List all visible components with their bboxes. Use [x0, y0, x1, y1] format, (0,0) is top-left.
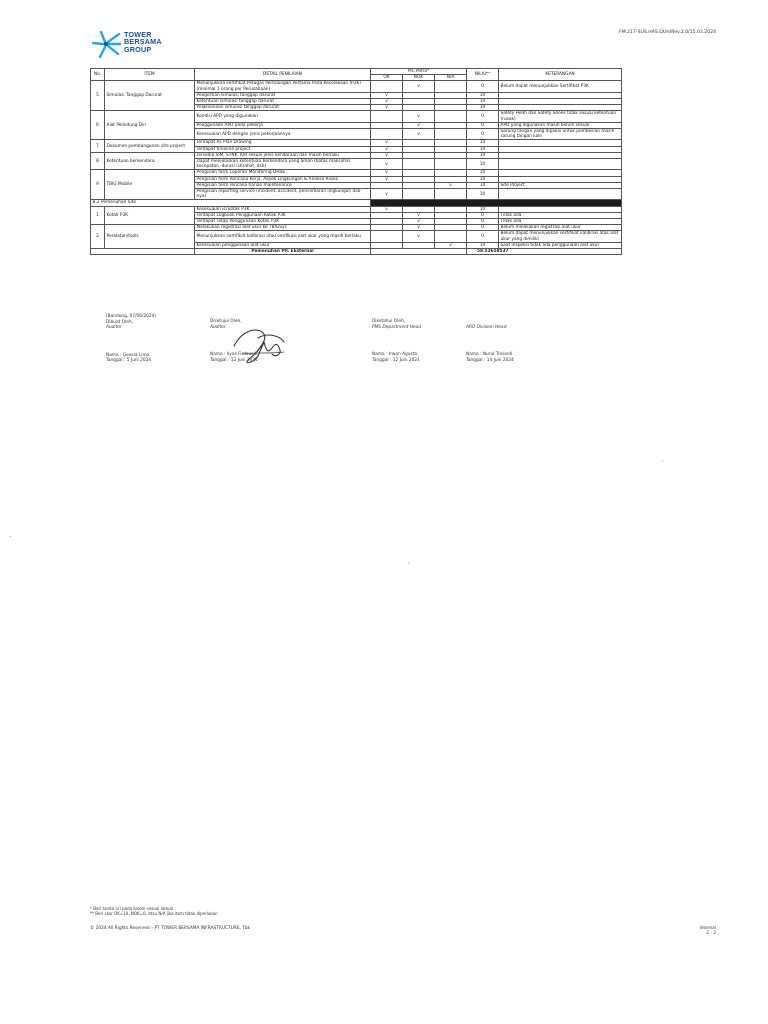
row-nok: v: [403, 81, 435, 92]
row-detail: Pelaksanaan simulasi tanggap darurat: [195, 105, 371, 111]
row-nilai: 10: [467, 146, 499, 152]
row-ok: [371, 129, 403, 140]
row-nilai: 10: [467, 159, 499, 170]
row-keterangan: Tidak ada: [499, 212, 622, 218]
signature-auditor-name: Nama : Geesia Lima: [106, 352, 150, 358]
row-ok: [371, 231, 403, 242]
row-keterangan: Safety Helm dan Safety Shoes tidak sesuai ketentuan (rusak): [499, 111, 622, 122]
signature-mitra-label: Disetujui Oleh,: [210, 319, 242, 324]
signature-aro-date: Tanggal : 14 Juni 2024: [466, 357, 514, 363]
table-row: [91, 81, 622, 92]
signature-mitra-name: Nama : Ilyas Firdaus L.: [210, 352, 259, 358]
row-nok: v: [403, 219, 435, 225]
table-row: [91, 111, 622, 122]
row-detail: Kondisi APD yang digunakan: [195, 111, 371, 122]
row-number: 5: [91, 81, 105, 111]
row-detail: Kesesuaian isi kotak P3K: [195, 206, 371, 212]
header-keterangan: KETERANGAN: [499, 69, 622, 81]
row-na: v: [435, 242, 467, 248]
row-nilai: 0: [467, 81, 499, 92]
row-keterangan: Sarung tangan yang dipakai untuk pembesian masih sarung tangan kain: [499, 129, 622, 140]
row-nilai: 10: [467, 176, 499, 182]
signature-place-date: (Bandung, 07/06/2024): [106, 314, 157, 319]
row-nok: [403, 189, 435, 200]
table-header: [91, 69, 622, 81]
assessment-table: [90, 68, 622, 255]
row-nilai: 10: [467, 152, 499, 158]
signature-mitra-date: Tanggal : 12 Juni 2024: [210, 357, 258, 363]
header-item: ITEM: [105, 69, 195, 81]
row-keterangan: [499, 159, 622, 170]
footnote-2: ** Beri skor OK=10, NOK=0, atau N/A jika item tidak diperlukan: [90, 911, 218, 916]
row-ok: v: [371, 206, 403, 212]
row-nilai: 10: [467, 182, 499, 188]
row-nilai: 0: [467, 212, 499, 218]
row-keterangan: Belum dapat menunjukkan Sertifikat P3K: [499, 81, 622, 92]
header-no: No.: [91, 69, 105, 81]
row-nok: v: [403, 129, 435, 140]
handwritten-signature: [228, 324, 288, 368]
signature-mitra-role: Auditor: [210, 324, 226, 330]
row-nilai: 0: [467, 231, 499, 242]
row-item: Peralatan/tools: [105, 225, 195, 249]
row-detail: Penggunaan APD pada pekerja: [195, 122, 371, 128]
row-detail: Tersedia SIM, STNK, KIR sesuai jenis kendaraan dan masih berlaku: [195, 152, 371, 158]
scan-speck: [662, 460, 663, 461]
row-detail: Pengisian reporting service (incident, accident, pencemaran lingkungan dsb-nya): [195, 189, 371, 200]
section-b2-label: B.2 Pemenuhan Site: [91, 200, 371, 206]
header-nok: NOK: [403, 75, 435, 81]
row-na: [435, 81, 467, 92]
logo-line-3: GROUP: [124, 44, 152, 54]
row-nilai: 10: [467, 92, 499, 98]
total-label: Pemenuhan PIC Eksternal: [195, 249, 371, 255]
row-keterangan: Belum melakukan registrasi alat ukur: [499, 225, 622, 231]
row-detail: Pengisian form Rencana Kerja, Aspek Lingkungan & Analisa Risiko: [195, 176, 371, 182]
logo-line-1: TOWER: [124, 30, 152, 39]
logo-line-2: BERSAMA: [124, 37, 162, 47]
row-ok: [371, 81, 403, 92]
row-nilai: 10: [467, 99, 499, 105]
row-detail: Pengisian form rencana harian maintenance: [195, 182, 371, 188]
row-item: TBIG Mobile: [105, 170, 195, 200]
row-detail: Pengisian form Laporan Monitoring OHSE: [195, 170, 371, 176]
row-ok: v: [371, 99, 403, 105]
row-number: 8: [91, 152, 105, 170]
row-nilai: 0: [467, 111, 499, 122]
row-na: [435, 159, 467, 170]
page-number: 2 - 2: [706, 931, 716, 936]
row-na: v: [435, 182, 467, 188]
row-nilai: 10: [467, 140, 499, 146]
row-item: Kotak P3K: [105, 206, 195, 225]
table-body-b2: [91, 206, 622, 248]
row-detail: Terdapat As Plan Drawing: [195, 140, 371, 146]
row-detail: Terdapat timeline project: [195, 146, 371, 152]
signature-auditor-date: Tanggal : 5 Juni 2024: [106, 358, 152, 364]
row-number: 1: [91, 206, 105, 225]
row-item: Simulasi Tanggap Darurat: [105, 81, 195, 111]
signature-pms-date: Tanggal : 12 Juni 2024: [372, 357, 420, 363]
row-nilai: 0: [467, 129, 499, 140]
row-detail: Terdapat Tatap Penggunaan Kotak P3K: [195, 219, 371, 225]
scan-speck: [10, 536, 11, 537]
signature-pms-role: PMS Department Head: [372, 324, 421, 330]
footnotes: [90, 906, 218, 916]
header-na: N/A: [435, 75, 467, 81]
page-footer-right: [699, 926, 716, 936]
row-keterangan: [499, 189, 622, 200]
row-detail: Terdapat Logbook Penggunaan Kotak P3K: [195, 212, 371, 218]
row-nilai: 10: [467, 189, 499, 200]
row-ok: v: [371, 105, 403, 111]
row-detail: Ketentuan simulasi tanggap darurat: [195, 99, 371, 105]
signature-pms-label: Diketahui Oleh,: [372, 319, 406, 324]
row-na: [435, 189, 467, 200]
row-item: Dokumen pembangunan site project: [105, 140, 195, 152]
total-spacer: [91, 249, 195, 255]
table-total: [91, 249, 622, 255]
row-na: [435, 231, 467, 242]
footnote-1: * Beri tanda (v) pada kolom sesuai aktual: [90, 906, 174, 911]
row-detail: Melakukan registrasi alat ukur ke TBIGSys: [195, 225, 371, 231]
row-number: 7: [91, 140, 105, 152]
header-nilai: NILAI**: [467, 69, 499, 81]
signature-aro-role: ARO Division Head: [466, 324, 507, 330]
header-ok: OK: [371, 75, 403, 81]
row-ok: v: [371, 146, 403, 152]
signature-auditor-label: Dibuat Oleh,: [106, 319, 133, 325]
row-keterangan: Saat inspeksi tidak ada penggunaan alat ukur: [499, 242, 622, 248]
row-detail: Menunjukkan sertifikat Petugas Pertolongan Pertama Pada Kecelakaan (P3K) (minimal 1 orang per Perusahaan): [195, 81, 371, 92]
signature-aro-name: Nama : Nurul Trisianti: [466, 352, 513, 358]
row-ok: v: [371, 170, 403, 176]
row-nok: v: [403, 212, 435, 218]
row-ok: v: [371, 140, 403, 146]
row-ok: v: [371, 189, 403, 200]
signature-aro: [466, 319, 514, 363]
total-value: 58.53658537: [467, 249, 622, 255]
signature-auditor: [106, 314, 156, 364]
scan-speck: [408, 563, 409, 564]
row-nilai: 0: [467, 225, 499, 231]
row-nilai: 0: [467, 219, 499, 225]
row-nok: [403, 159, 435, 170]
document-code: FM.217-SUS.HAS.QUH/Rev.2.0/15.03.2024: [619, 30, 716, 35]
company-logo: [92, 30, 202, 64]
row-detail: Dapat menjelaskan ketentuan berkendara yang aman (batas maksimal kecepatan, durasi istirahat, dsb): [195, 159, 371, 170]
signature-pms: [372, 319, 421, 363]
row-keterangan: APD yang digunakan masih belum sesuai: [499, 122, 622, 128]
row-number: 6: [91, 111, 105, 140]
row-ok: [371, 111, 403, 122]
row-nilai: 0: [467, 122, 499, 128]
row-keterangan: Tidak ada: [499, 219, 622, 225]
row-nok: v: [403, 111, 435, 122]
total-pic-spacer: [371, 249, 467, 255]
row-nilai: 10: [467, 206, 499, 212]
row-detail: Kesesuaian APD dengan jenis pekerjaannya: [195, 129, 371, 140]
row-ok: v: [371, 159, 403, 170]
signature-auditor-role: Auditor: [106, 325, 122, 331]
row-nilai: 10: [467, 170, 499, 176]
signature-pms-name: Nama : Irwan Agusta: [372, 352, 418, 358]
table-body-b1: [91, 81, 622, 200]
row-nilai: 10: [467, 105, 499, 111]
row-number: 9: [91, 170, 105, 200]
classification-label: Internal: [699, 926, 716, 931]
row-keterangan: Belum dapat menunjukkan sertifikat kalibrasi atas alat ukur yang dimiliki: [499, 231, 622, 242]
row-number: 2: [91, 225, 105, 249]
row-keterangan: Site Project: [499, 182, 622, 188]
row-detail: Kesesuaian penggunaan alat ukur: [195, 242, 371, 248]
row-nok: v: [403, 231, 435, 242]
header-pic: PIC Mitra*: [371, 69, 467, 75]
row-nok: v: [403, 122, 435, 128]
row-nok: v: [403, 225, 435, 231]
row-item: Alat Pelindung Diri: [105, 111, 195, 140]
row-detail: Menunjukkan sertifikat kalibrasi atau verifikasi alat ukur yang masih berlaku: [195, 231, 371, 242]
logo-wordmark: [124, 31, 162, 53]
header-detail: DETAIL PENILAIAN: [195, 69, 371, 81]
row-item: Ketentuan berkendara: [105, 152, 195, 170]
row-detail: Pengertian simulasi tanggap darurat: [195, 92, 371, 98]
row-na: [435, 111, 467, 122]
row-na: [435, 129, 467, 140]
row-ok: v: [371, 152, 403, 158]
copyright-notice: © 2024 All Rights Reserved – PT TOWER BERSAMA INFRASTRUCTURE, Tbk: [90, 926, 250, 931]
logo-starburst-icon: [92, 30, 122, 60]
row-ok: v: [371, 176, 403, 182]
row-ok: v: [371, 92, 403, 98]
row-nilai: 10: [467, 242, 499, 248]
